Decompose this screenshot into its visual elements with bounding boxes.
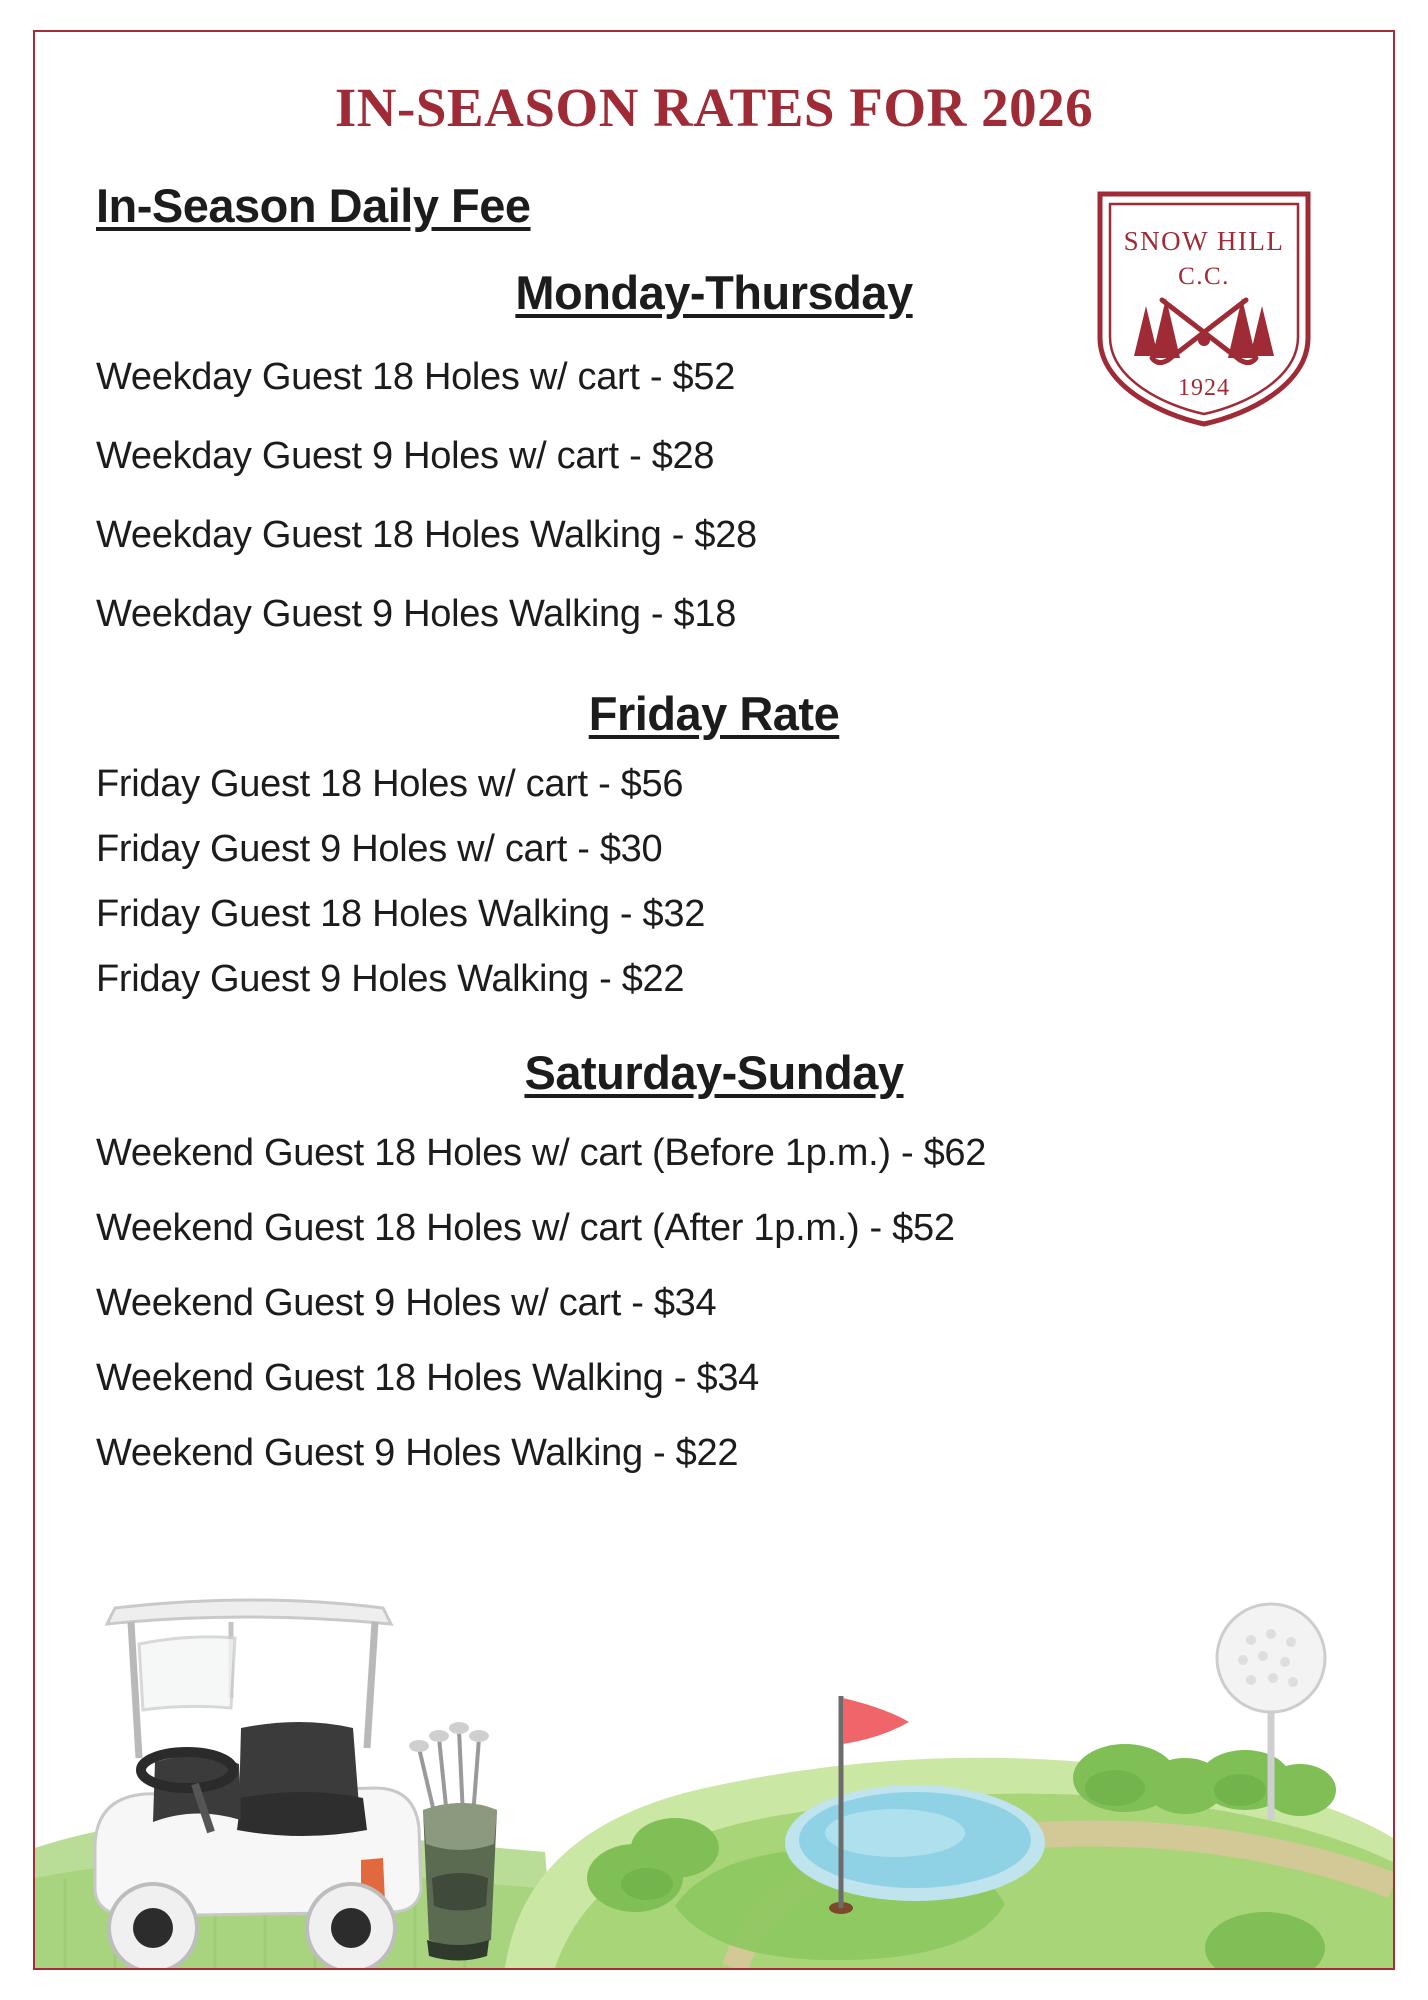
rate-line: Weekday Guest 18 Holes Walking - $28 bbox=[96, 514, 757, 556]
red-flag-illustration bbox=[841, 1696, 909, 1908]
rate-line: Weekend Guest 18 Holes w/ cart (After 1p.m.) - $52 bbox=[96, 1207, 955, 1249]
section-heading-saturday-sunday: Saturday-Sunday bbox=[524, 1046, 904, 1099]
rate-line: Weekend Guest 9 Holes Walking - $22 bbox=[96, 1432, 739, 1474]
bottom-illustration bbox=[35, 1548, 1393, 1968]
rate-line: Weekend Guest 18 Holes w/ cart (Before 1p.m.) - $62 bbox=[96, 1132, 987, 1174]
crest-year: 1924 bbox=[1178, 375, 1230, 401]
section-heading-friday-rate: Friday Rate bbox=[588, 687, 840, 740]
rate-line: Friday Guest 18 Holes Walking - $32 bbox=[96, 893, 706, 935]
rate-line: Friday Guest 9 Holes Walking - $22 bbox=[96, 958, 685, 1000]
rate-line: Friday Guest 9 Holes w/ cart - $30 bbox=[96, 828, 663, 870]
crest-club-initials: C.C. bbox=[1178, 263, 1230, 290]
rate-list-monday-thursday bbox=[96, 356, 1332, 636]
rate-line: Friday Guest 18 Holes w/ cart - $56 bbox=[96, 763, 684, 805]
bush-illustration bbox=[587, 1744, 1336, 1968]
page-title: IN-SEASON RATES FOR 2026 bbox=[334, 77, 1094, 138]
grass-illustration bbox=[35, 1820, 575, 1968]
crest-club-name: SNOW HILL bbox=[1123, 226, 1285, 256]
golf-course-green-illustration bbox=[505, 1758, 1393, 1968]
rates-content bbox=[96, 178, 1332, 1475]
golf-cart-illustration bbox=[95, 1600, 421, 1968]
golf-bag-illustration bbox=[409, 1722, 497, 1961]
rate-list-friday bbox=[96, 763, 1332, 1001]
rate-line: Weekend Guest 9 Holes w/ cart - $34 bbox=[96, 1282, 717, 1324]
section-heading-daily-fee: In-Season Daily Fee bbox=[96, 179, 531, 232]
rate-line: Weekend Guest 18 Holes Walking - $34 bbox=[96, 1357, 759, 1399]
rate-line: Weekday Guest 18 Holes w/ cart - $52 bbox=[96, 356, 736, 398]
rate-line: Weekday Guest 9 Holes Walking - $18 bbox=[96, 593, 737, 635]
rate-line: Weekday Guest 9 Holes w/ cart - $28 bbox=[96, 435, 715, 477]
section-heading-monday-thursday: Monday-Thursday bbox=[515, 266, 913, 319]
golf-ball-on-tee-illustration bbox=[1217, 1604, 1325, 1820]
rate-list-weekend bbox=[96, 1132, 1332, 1475]
